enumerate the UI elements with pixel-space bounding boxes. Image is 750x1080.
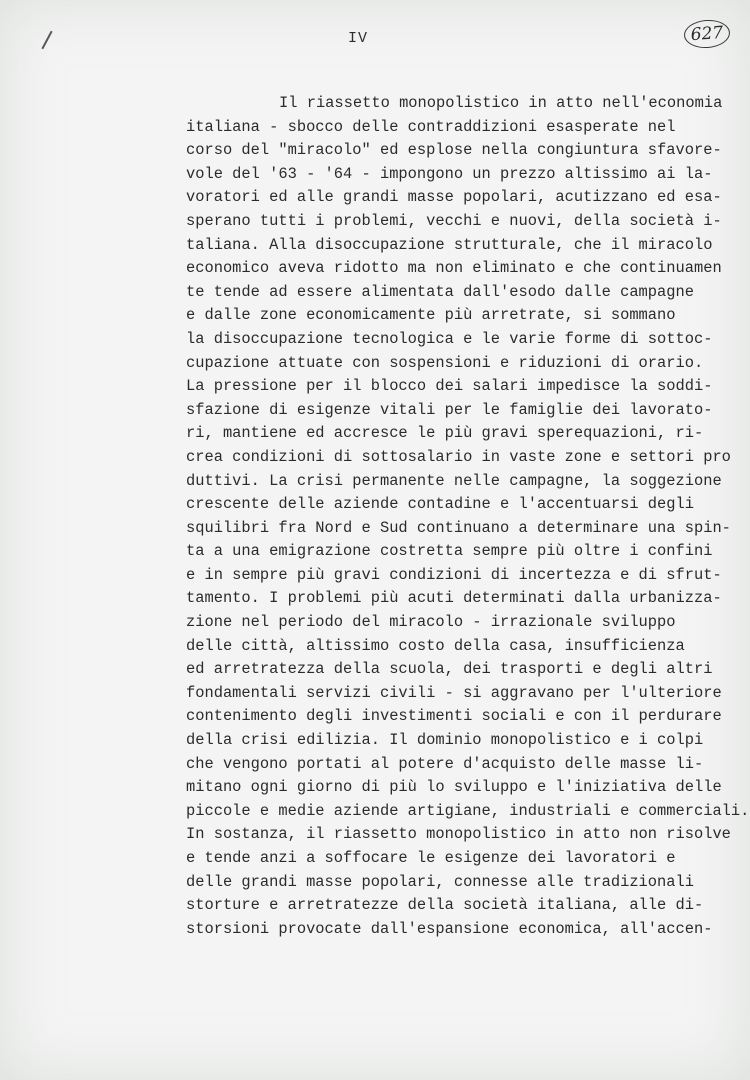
text-line: corso del "miracolo" ed esplose nella congiuntura sfavore- — [186, 141, 722, 160]
text-line: cupazione attuate con sospensioni e riduzioni di orario. — [186, 353, 704, 372]
pencil-mark — [41, 31, 52, 50]
text-line: storture e arretratezze della società italiana, alle di- — [186, 896, 704, 915]
text-line: piccole e medie aziende artigiane, industriali e commerciali. — [186, 801, 750, 820]
text-line: che vengono portati al potere d'acquisto delle masse li- — [186, 754, 704, 773]
text-line: vole del '63 - '64 - impongono un prezzo altissimo ai la- — [186, 164, 713, 183]
text-line: storsioni provocate dall'espansione economica, all'accen- — [186, 919, 713, 938]
text-line: tamento. I problemi più acuti determinati dalla urbanizza- — [186, 589, 722, 608]
text-line: squilibri fra Nord e Sud continuano a determinare una spin- — [186, 518, 731, 537]
text-line: e dalle zone economicamente più arretrate, si sommano — [186, 306, 676, 325]
text-line: e in sempre più gravi condizioni di incertezza e di sfrut- — [186, 565, 722, 584]
text-line: voratori ed alle grandi masse popolari, acutizzano ed esa- — [186, 188, 722, 207]
text-line: sperano tutti i problemi, vecchi e nuovi, della società i- — [186, 211, 722, 230]
text-line: sfazione di esigenze vitali per le famiglie dei lavorato- — [186, 400, 713, 419]
text-line: Il riassetto monopolistico in atto nell'economia — [279, 94, 723, 112]
text-line: In sostanza, il riassetto monopolistico in atto non risolve — [186, 825, 731, 844]
text-line: economico aveva ridotto ma non eliminato e che continuamen — [186, 259, 722, 278]
text-line: ed arretratezza della scuola, dei trasporti e degli altri — [186, 660, 713, 679]
text-line: e tende anzi a soffocare le esigenze dei lavoratori e — [186, 849, 676, 867]
text-line: taliana. Alla disoccupazione strutturale, che il miracolo — [186, 235, 713, 254]
archive-number-stamp: 627 — [683, 18, 731, 49]
page-number: IV — [348, 30, 369, 47]
text-line: italiana - sbocco delle contraddizioni esasperate nel — [186, 117, 676, 136]
text-line: crea condizioni di sottosalario in vaste zone e settori pro — [186, 447, 731, 466]
text-line: ta a una emigrazione costretta sempre più oltre i confini — [186, 542, 713, 561]
text-line: La pressione per il blocco dei salari impedisce la soddi- — [186, 377, 713, 396]
text-line: zione nel periodo del miracolo - irrazionale sviluppo — [186, 613, 676, 632]
text-line: fondamentali servizi civili - si aggravano per l'ulteriore — [186, 683, 722, 702]
text-line: te tende ad essere alimentata dall'esodo dalle campagne — [186, 282, 694, 301]
text-line: mitano ogni giorno di più lo sviluppo e l'iniziativa delle — [186, 778, 722, 797]
text-line: contenimento degli investimenti sociali e con il perdurare — [186, 707, 722, 726]
text-line: la disoccupazione tecnologica e le varie forme di sottoc- — [186, 329, 713, 348]
text-line: delle città, altissimo costo della casa, insufficienza — [186, 636, 685, 655]
text-line: crescente delle aziende contadine e l'accentuarsi degli — [186, 495, 694, 514]
text-line: della crisi edilizia. Il dominio monopolistico e i colpi — [186, 731, 704, 750]
text-line: delle grandi masse popolari, connesse alle tradizionali — [186, 872, 694, 891]
typewritten-text — [186, 92, 750, 941]
text-line: duttivi. La crisi permanente nelle campagne, la soggezione — [186, 471, 722, 490]
text-line: ri, mantiene ed accresce le più gravi sperequazioni, ri- — [186, 424, 704, 443]
